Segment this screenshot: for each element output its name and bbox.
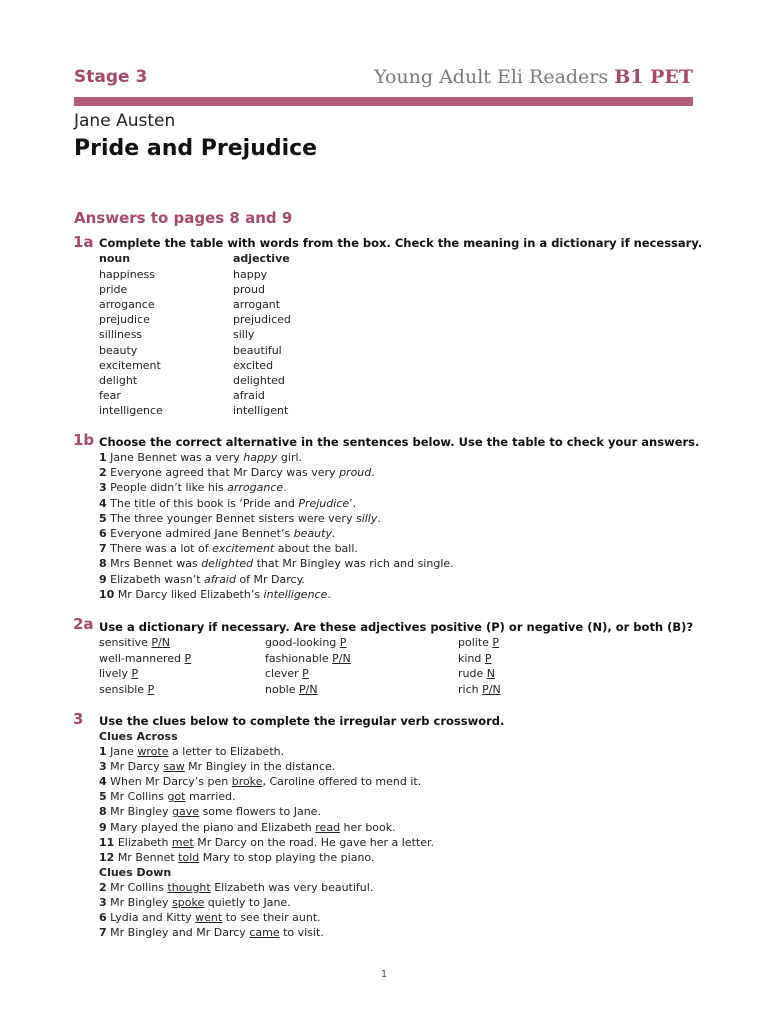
item-number: 4 <box>99 775 107 789</box>
table-cell-adjective: proud <box>233 283 265 297</box>
item-text: Jane Bennet was a very <box>110 451 244 464</box>
adjective-answer: P <box>131 667 139 680</box>
item-text: to visit. <box>279 926 324 940</box>
item-text: Mr Bennet <box>117 850 179 864</box>
item-text: Mr Collins <box>110 790 168 804</box>
exercise-number: 3 <box>73 710 84 728</box>
series-name: Young Adult Eli Readers <box>374 66 615 88</box>
adjective-word: fashionable <box>265 651 333 665</box>
table-cell-noun: pride <box>99 283 128 297</box>
item-number: 10 <box>99 587 115 601</box>
table-cell-adjective: happy <box>233 268 268 281</box>
table-cell-adjective: intelligent <box>233 403 289 417</box>
item-text: ’. <box>349 496 357 510</box>
table-cell-noun: excitement <box>99 358 161 372</box>
item-text: of Mr Darcy. <box>235 572 306 586</box>
item-text: Elizabeth wasn’t <box>110 572 205 586</box>
adjective-answer: P <box>484 651 492 665</box>
adjective-answer: P/N <box>332 651 351 665</box>
adjective-item <box>99 652 191 665</box>
adjective-word: clever <box>265 667 303 680</box>
clues-down-heading: Clues Down <box>99 866 172 879</box>
item-answer: met <box>171 835 194 849</box>
adjective-item <box>265 636 346 649</box>
table-cell-adjective: arrogant <box>233 298 281 312</box>
item-text: Mary played the piano and Elizabeth <box>110 820 316 834</box>
clue-across-item <box>99 775 421 788</box>
table-cell-noun: delight <box>99 373 138 387</box>
item-text: Mr Darcy liked Elizabeth’s <box>117 587 264 601</box>
sentence-item <box>99 542 358 555</box>
sentence-item <box>99 451 302 464</box>
table-cell-noun: prejudice <box>99 313 150 327</box>
item-text: Mrs Bennet was <box>110 557 202 571</box>
adjective-word: kind <box>458 651 485 665</box>
item-number: 9 <box>99 820 107 834</box>
adjective-word: noble <box>265 682 300 696</box>
table-cell-adjective: excited <box>233 358 274 372</box>
item-answer: excitement <box>212 542 275 556</box>
adjective-word: well-mannered <box>99 651 185 665</box>
clue-across-item <box>99 805 321 818</box>
item-text: Mr Bingley <box>110 896 173 910</box>
sentence-item <box>99 512 381 525</box>
item-text: Mr Bingley and Mr Darcy <box>110 926 250 940</box>
clue-down-item <box>99 896 291 909</box>
series-level: B1 PET <box>614 66 693 88</box>
adjective-item <box>458 652 492 665</box>
adjective-item <box>99 636 170 649</box>
item-text: The title of this book is ‘Pride and <box>110 496 299 510</box>
item-number: 11 <box>99 835 115 849</box>
item-answer: wrote <box>137 745 169 758</box>
table-cell-noun: arrogance <box>99 298 155 312</box>
exercise-instruction: Complete the table with words from the box. Check the meaning in a dictionary if necessary. <box>99 236 703 250</box>
item-number: 12 <box>99 850 115 864</box>
sentence-item <box>99 588 331 601</box>
item-number: 3 <box>99 481 107 495</box>
adjective-word: rude <box>458 667 487 680</box>
exercise-number: 1b <box>73 431 95 449</box>
clue-across-item <box>99 790 236 803</box>
item-text: a letter to Elizabeth. <box>168 745 285 758</box>
adjective-item <box>99 683 154 696</box>
adjective-item <box>99 667 138 680</box>
item-text: Everyone agreed that Mr Darcy was very <box>110 466 340 480</box>
item-answer: spoke <box>172 896 205 910</box>
item-text: . <box>331 527 336 540</box>
item-text: that Mr Bingley was rich and single. <box>253 557 454 571</box>
item-answer: got <box>167 790 186 804</box>
item-number: 1 <box>99 451 107 464</box>
item-text: girl. <box>277 451 303 464</box>
header-rule <box>74 97 693 106</box>
exercise-instruction: Use the clues below to complete the irregular verb crossword. <box>99 714 505 728</box>
item-answer: read <box>315 820 341 834</box>
adjective-word: good-looking <box>265 636 340 649</box>
item-number: 5 <box>99 511 107 525</box>
item-text: married. <box>185 790 236 804</box>
sentence-item <box>99 466 375 479</box>
adjective-answer: P <box>492 636 500 649</box>
clue-across-item <box>99 851 374 864</box>
item-text: People didn’t like his <box>110 481 228 495</box>
item-text: . <box>377 511 381 525</box>
item-text: Everyone admired Jane Bennet’s <box>110 527 294 540</box>
adjective-answer: P <box>339 636 347 649</box>
item-number: 4 <box>99 496 107 510</box>
item-number: 2 <box>99 466 107 480</box>
item-number: 1 <box>99 745 107 758</box>
stage-label: Stage 3 <box>74 67 148 87</box>
column-header-adjective: adjective <box>233 252 290 265</box>
adjective-answer: P/N <box>151 636 170 649</box>
item-text: her book. <box>340 820 396 834</box>
adjective-item <box>458 667 495 680</box>
item-answer: beauty <box>293 527 332 540</box>
item-text: . <box>283 481 287 495</box>
adjective-answer: N <box>486 667 495 680</box>
adjective-word: sensitive <box>99 636 152 649</box>
adjective-item <box>265 667 309 680</box>
item-text: Mr Bingley <box>110 805 173 819</box>
author: Jane Austen <box>74 111 176 131</box>
item-number: 6 <box>99 527 107 540</box>
item-answer: Prejudice <box>298 496 350 510</box>
item-answer: afraid <box>204 572 236 586</box>
item-text: Elizabeth was very beautiful. <box>210 881 374 894</box>
adjective-answer: P <box>184 651 192 665</box>
table-cell-adjective: afraid <box>233 388 265 402</box>
clue-across-item <box>99 760 335 773</box>
page-number: 1 <box>380 969 388 980</box>
table-cell-adjective: delighted <box>233 373 285 387</box>
item-text: Mary to stop playing the piano. <box>199 850 375 864</box>
item-text: to see their aunt. <box>222 911 321 925</box>
item-text: Mr Bingley in the distance. <box>184 760 336 774</box>
sentence-item <box>99 573 305 586</box>
item-number: 9 <box>99 572 107 586</box>
item-text: quietly to Jane. <box>204 896 291 910</box>
exercise-number: 1a <box>73 233 94 251</box>
item-number: 6 <box>99 911 107 925</box>
exercise-instruction: Choose the correct alternative in the sentences below. Use the table to check your answers. <box>99 435 700 449</box>
adjective-item <box>458 683 501 696</box>
item-text: Mr Darcy <box>110 760 164 774</box>
item-answer: went <box>195 911 223 925</box>
sentence-item <box>99 497 356 510</box>
item-text: There was a lot of <box>110 542 213 556</box>
item-answer: happy <box>243 451 278 464</box>
item-answer: silly <box>355 511 378 525</box>
item-answer: came <box>249 926 280 940</box>
item-number: 3 <box>99 760 107 774</box>
item-number: 7 <box>99 926 107 940</box>
clue-across-item <box>99 745 284 758</box>
clue-across-item <box>99 836 434 849</box>
adjective-word: sensible <box>99 682 148 696</box>
item-text: Jane <box>110 745 138 758</box>
item-number: 8 <box>99 805 107 819</box>
table-cell-noun: silliness <box>99 328 143 342</box>
adjective-word: rich <box>458 682 483 696</box>
adjective-item <box>458 636 499 649</box>
item-number: 8 <box>99 557 107 571</box>
item-answer: delighted <box>201 557 254 571</box>
table-cell-adjective: silly <box>233 328 255 342</box>
clue-across-item <box>99 821 396 834</box>
adjective-word: polite <box>458 636 493 649</box>
sentence-item <box>99 527 335 540</box>
item-answer: gave <box>172 805 200 819</box>
adjective-word: lively <box>99 667 132 680</box>
item-text: The three younger Bennet sisters were very <box>110 511 356 525</box>
item-answer: saw <box>163 760 185 774</box>
item-number: 7 <box>99 542 107 556</box>
clue-down-item <box>99 926 324 939</box>
item-number: 2 <box>99 881 107 894</box>
clue-down-item <box>99 881 373 894</box>
answers-heading: Answers to pages 8 and 9 <box>74 209 293 227</box>
item-answer: thought <box>167 881 211 894</box>
table-cell-adjective: beautiful <box>233 343 282 357</box>
item-text: about the ball. <box>274 542 358 556</box>
item-number: 3 <box>99 896 107 910</box>
adjective-answer: P/N <box>482 682 501 696</box>
exercise-instruction: Use a dictionary if necessary. Are these adjectives positive (P) or negative (N), or both (B)? <box>99 620 694 634</box>
table-cell-noun: beauty <box>99 343 138 357</box>
series-title <box>374 66 693 88</box>
column-header-noun: noun <box>99 252 131 265</box>
sentence-item <box>99 481 287 494</box>
item-text: . <box>371 466 375 480</box>
adjective-item <box>265 652 351 665</box>
table-cell-noun: fear <box>99 388 121 402</box>
item-text: Mr Collins <box>110 881 168 894</box>
item-answer: broke <box>231 775 263 789</box>
item-text: Elizabeth <box>117 835 172 849</box>
adjective-answer: P <box>302 667 309 680</box>
item-answer: arrogance <box>227 481 284 495</box>
adjective-item <box>265 683 318 696</box>
exercise-number: 2a <box>73 615 94 633</box>
book-title: Pride and Prejudice <box>74 136 318 161</box>
item-answer: told <box>178 850 200 864</box>
table-cell-noun: intelligence <box>99 403 163 417</box>
adjective-answer: P/N <box>299 682 318 696</box>
item-text: . <box>327 587 331 601</box>
table-cell-noun: happiness <box>99 268 155 281</box>
item-number: 5 <box>99 790 107 804</box>
sentence-item <box>99 557 454 570</box>
adjective-answer: P <box>147 682 155 696</box>
item-answer: proud <box>339 466 372 480</box>
item-text: Lydia and Kitty <box>110 911 196 925</box>
clues-across-heading: Clues Across <box>99 730 178 743</box>
clue-down-item <box>99 911 321 924</box>
table-cell-adjective: prejudiced <box>233 313 291 327</box>
item-text: some flowers to Jane. <box>199 805 321 819</box>
item-text: , Caroline offered to mend it. <box>262 775 422 789</box>
item-text: Mr Darcy on the road. He gave her a letter. <box>193 835 434 849</box>
item-answer: intelligence <box>263 587 328 601</box>
item-text: When Mr Darcy’s pen <box>110 775 232 789</box>
